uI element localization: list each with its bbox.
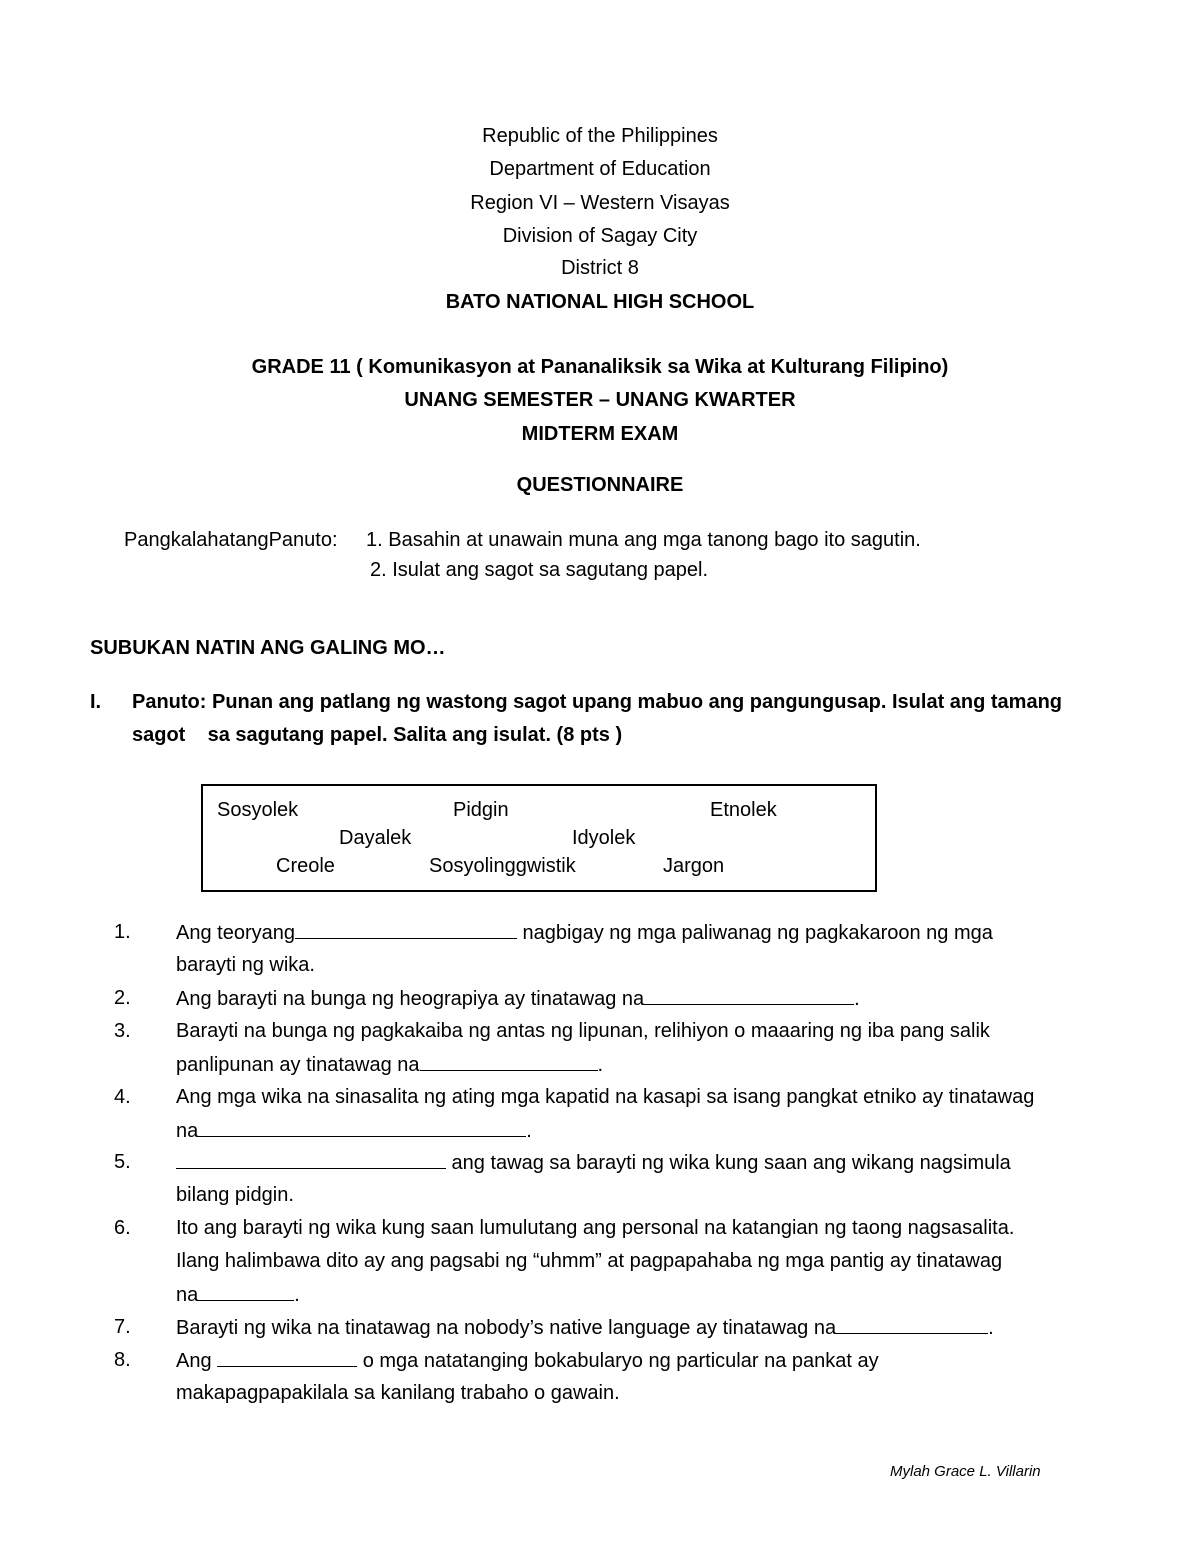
- question-4-line-1: Ang mga wika na sinasalita ng ating mga kapatid na kasapi sa isang pangkat etniko ay tinatawag: [176, 1086, 1035, 1108]
- header-district: District 8: [561, 257, 639, 279]
- question-text: .: [988, 1317, 994, 1339]
- word-bank-item: Sosyolek: [217, 799, 299, 821]
- question-1-line-2: barayti ng wika.: [176, 954, 315, 976]
- part-instruction-line-1: Panuto: Punan ang patlang ng wastong sagot upang mabuo ang pangungusap. Isulat ang tamang: [132, 691, 1063, 713]
- question-text: Ang barayti na bunga ng heograpiya ay tinatawag na: [176, 988, 645, 1010]
- header-republic: Republic of the Philippines: [482, 125, 718, 147]
- question-3-line-2: [176, 1050, 603, 1079]
- question-number: 2.: [114, 987, 131, 1009]
- header-division: Division of Sagay City: [502, 225, 698, 247]
- question-text: Ang teoryang: [176, 922, 295, 944]
- general-instruction-1: 1. Basahin at unawain muna ang mga tanong bago ito sagutin.: [366, 529, 921, 551]
- question-text: panlipunan ay tinatawag na: [176, 1054, 420, 1076]
- part-numeral: I.: [90, 691, 102, 713]
- question-number: 5.: [114, 1151, 131, 1173]
- word-bank-item: Dayalek: [339, 827, 412, 849]
- exam-type: MIDTERM EXAM: [521, 423, 679, 445]
- question-text: Barayti ng wika na tinatawag na nobody’s native language ay tinatawag na: [176, 1317, 837, 1339]
- header-school: BATO NATIONAL HIGH SCHOOL: [445, 291, 755, 313]
- question-5-line-1: [176, 1148, 1011, 1177]
- answer-blank[interactable]: [198, 1116, 526, 1137]
- header-department: Department of Education: [489, 158, 711, 180]
- question-text: ang tawag sa barayti ng wika kung saan ang wikang nagsimula: [446, 1152, 1011, 1174]
- question-6-line-1: Ito ang barayti ng wika kung saan lumulutang ang personal na katangian ng taong nagsasalita.: [176, 1217, 1015, 1239]
- answer-blank[interactable]: [198, 1280, 294, 1301]
- question-number: 6.: [114, 1217, 131, 1239]
- word-bank-item: Idyolek: [572, 827, 636, 849]
- question-6-line-3: [176, 1280, 300, 1309]
- answer-blank[interactable]: [420, 1050, 598, 1071]
- exam-semester: UNANG SEMESTER – UNANG KWARTER: [404, 389, 796, 411]
- question-text: Ang: [176, 1350, 218, 1372]
- question-6-line-2: Ilang halimbawa dito ay ang pagsabi ng “uhmm” at pagpapahaba ng mga pantig ay tinatawag: [176, 1250, 1003, 1272]
- section-heading: SUBUKAN NATIN ANG GALING MO…: [90, 637, 446, 659]
- question-5-line-2: bilang pidgin.: [176, 1184, 294, 1206]
- answer-blank[interactable]: [836, 1313, 988, 1334]
- word-bank-item: Creole: [276, 855, 335, 877]
- question-number: 8.: [114, 1349, 131, 1371]
- question-text: o mga natatanging bokabularyo ng particular na pankat ay: [357, 1350, 879, 1372]
- author-credit: Mylah Grace L. Villarin: [890, 1463, 1041, 1480]
- question-2-line-1: [176, 984, 860, 1013]
- question-text: .: [526, 1120, 532, 1142]
- question-7-line-1: [176, 1313, 994, 1342]
- question-text: nagbigay ng mga paliwanag ng pagkakaroon ng mga: [516, 922, 993, 944]
- word-bank-item: Jargon: [663, 855, 725, 877]
- question-1-line-1: [176, 918, 993, 947]
- word-bank-item: Sosyolinggwistik: [429, 855, 576, 877]
- question-text: na: [176, 1284, 199, 1306]
- question-number: 3.: [114, 1020, 131, 1042]
- question-number: 7.: [114, 1316, 131, 1338]
- exam-grade: GRADE 11 ( Komunikasyon at Pananaliksik sa Wika at Kulturang Filipino): [251, 356, 949, 378]
- question-text: .: [854, 988, 860, 1010]
- question-8-line-2: makapagpapakilala sa kanilang trabaho o gawain.: [176, 1382, 620, 1404]
- general-instruction-2: 2. Isulat ang sagot sa sagutang papel.: [370, 559, 709, 581]
- question-number: 4.: [114, 1086, 131, 1108]
- answer-blank[interactable]: [176, 1148, 446, 1169]
- answer-blank[interactable]: [217, 1346, 357, 1367]
- answer-blank[interactable]: [295, 918, 517, 939]
- question-3-line-1: Barayti na bunga ng pagkakaiba ng antas ng lipunan, relihiyon o maaaring ng iba pang salik: [176, 1020, 990, 1042]
- question-8-line-1: [176, 1346, 879, 1375]
- general-instructions-label: PangkalahatangPanuto:: [124, 529, 338, 551]
- question-text: .: [597, 1054, 604, 1076]
- part-instruction-line-2: sagot sa sagutang papel. Salita ang isulat. (8 pts ): [132, 724, 623, 746]
- question-text: .: [294, 1284, 300, 1306]
- question-number: 1.: [114, 921, 131, 943]
- answer-blank[interactable]: [644, 984, 854, 1005]
- word-bank-item: Etnolek: [710, 799, 777, 821]
- header-region: Region VI – Western Visayas: [470, 192, 730, 214]
- question-text: na: [176, 1120, 199, 1142]
- exam-questionnaire: QUESTIONNAIRE: [516, 474, 684, 496]
- question-4-line-2: [176, 1116, 532, 1145]
- word-bank-box: [201, 784, 877, 892]
- word-bank-item: Pidgin: [453, 799, 509, 821]
